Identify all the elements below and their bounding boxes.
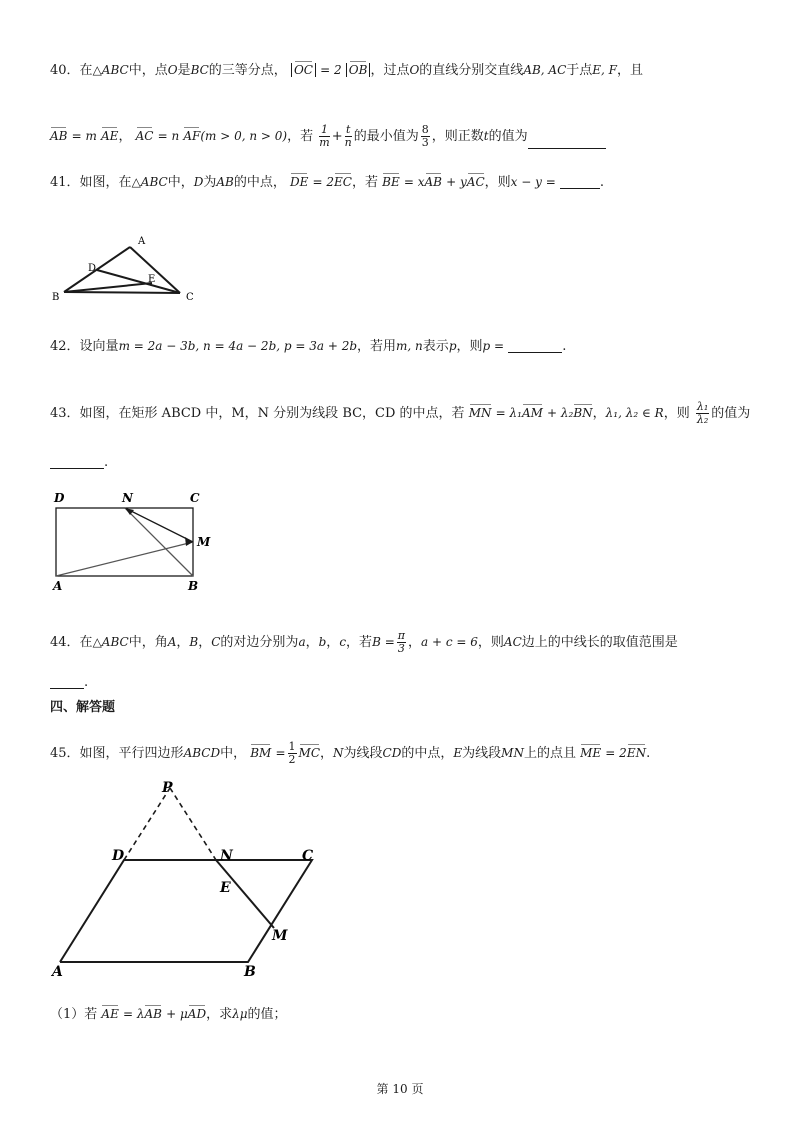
q44-text: 在 <box>79 635 93 651</box>
q45-number: 45． <box>50 746 80 762</box>
q43-vector-mn: MN <box>468 406 492 421</box>
q43-vector-am: AM <box>521 406 543 421</box>
q40-line1 <box>50 64 643 77</box>
q45-figure <box>50 780 330 980</box>
q40-line2 <box>50 124 606 149</box>
q40-text: ，过点 <box>370 63 410 78</box>
q41-equals-x: = x <box>403 175 425 189</box>
q41-answer-blank[interactable] <box>560 188 600 189</box>
fig43-label-b: B <box>188 579 199 593</box>
q40-equals-n: = n <box>157 129 180 144</box>
q45-period: . <box>646 746 651 762</box>
q44-b-equals: B = <box>372 635 395 650</box>
q40-triangle: △ABC <box>92 63 129 77</box>
q40-vector-ab: AB <box>50 129 68 144</box>
fig41-label-a: A <box>138 236 146 247</box>
q40-text: 的三等分点， <box>208 63 287 78</box>
q45-point-e: E <box>453 746 463 761</box>
fig45-label-b: B <box>244 964 256 980</box>
q45-segment-mn: MN <box>501 746 524 761</box>
q40-point-o: O <box>409 63 420 77</box>
q44-text: 中，角 <box>128 635 168 651</box>
q45-lambda-mu: λμ <box>232 1007 248 1021</box>
q41-vector-ab: AB <box>424 175 442 189</box>
q40-text: 的直线分别交直线 <box>419 63 524 78</box>
fig41-label-d: D <box>88 263 97 274</box>
q41-text: 的中点， <box>233 175 286 190</box>
q41-text: 如图，在 <box>79 175 132 190</box>
q40-vector-oc: OC <box>293 63 313 77</box>
q45-sub1-label: （1）若 <box>50 1007 98 1022</box>
q42-vector-definitions: m = 2a − 3b, n = 4a − 2b, p = 3a + 2b <box>118 339 358 353</box>
q45-text: 为线段 <box>462 746 502 762</box>
q44-text: 边上的中线长的取值范围是 <box>521 635 678 651</box>
q45-plus-mu: + μ <box>166 1007 188 1021</box>
q43-vector-bn: BN <box>573 406 593 421</box>
q45-equals: = <box>275 746 286 761</box>
q45-comma: ， <box>320 746 334 762</box>
q40-equals-m: = m <box>71 129 97 144</box>
q40-segment-bc: BC <box>190 63 209 77</box>
q44-angle-c: C <box>211 635 221 650</box>
q40-text: 在 <box>79 63 93 78</box>
q42-text: 设向量 <box>79 339 119 354</box>
q42-text: 表示 <box>422 339 449 354</box>
q44-line <box>50 630 678 655</box>
q40-point-o: O <box>167 63 178 77</box>
q40-text: 的最小值为 <box>353 129 419 145</box>
q40-text: 中，点 <box>128 63 168 78</box>
q45-equals-lambda: = λ <box>123 1007 145 1021</box>
q42-text: ，若用 <box>357 339 397 354</box>
q45-text: 上的点且 <box>523 746 576 762</box>
q41-text: 中， <box>167 175 194 190</box>
q45-text: ，求 <box>206 1007 233 1022</box>
q42-text: ，则 <box>456 339 483 354</box>
q41-line <box>50 176 604 189</box>
q43-number: 43． <box>50 406 80 422</box>
q40-number: 40． <box>50 63 80 78</box>
q44-period: . <box>84 675 89 690</box>
q45-text: 的中点， <box>401 746 454 762</box>
q45-vector-ad: AD <box>187 1007 207 1021</box>
q43-equals-lambda1: = λ₁ <box>495 406 522 421</box>
fig45-label-e: E <box>220 880 231 896</box>
section-title: 四、解答题 <box>50 700 116 715</box>
q40-text: ，若 <box>287 129 314 145</box>
q44-comma: ， <box>407 635 421 651</box>
q40-plus: + <box>331 129 343 145</box>
q45-text: 的值； <box>247 1007 287 1022</box>
q43-comma: ， <box>592 406 606 422</box>
q43-text: 的值为 <box>711 406 751 422</box>
fig43-label-d: D <box>54 491 65 505</box>
q40-text: 于点 <box>566 63 593 78</box>
q43-figure <box>50 490 220 593</box>
q44-comma: ， <box>305 635 319 651</box>
q45-vector-bm: BM <box>250 746 272 761</box>
q40-fraction-t-over-n: $\frac{t}{n}$ <box>344 123 352 150</box>
q44-number: 44． <box>50 635 80 651</box>
q41-triangle: △ABC <box>131 175 168 189</box>
q44-sum-condition: a + c = 6 <box>421 635 478 650</box>
q41-number: 41． <box>50 175 80 190</box>
q44-side-c: c <box>339 635 347 650</box>
q41-period: . <box>599 175 605 190</box>
q41-vector-be: BE <box>382 175 400 189</box>
q44-triangle: △ABC <box>92 635 129 650</box>
q40-fraction-1-over-m: $\frac{1}{m}$ <box>319 123 330 150</box>
q40-comma: ， <box>118 129 132 145</box>
q41-vector-ac: AC <box>466 175 485 189</box>
q45-text: 中， <box>220 746 247 762</box>
q41-vector-de: DE <box>289 175 309 189</box>
q43-period: . <box>104 455 109 470</box>
q41-vector-ec: EC <box>334 175 352 189</box>
q41-figure <box>50 230 200 305</box>
q43-answer-blank[interactable] <box>50 468 104 469</box>
fig41-label-b: B <box>52 292 60 303</box>
q40-equals-two: = 2 <box>320 63 342 77</box>
q45-vector-ae: AE <box>101 1007 119 1021</box>
q43-text: ，则 <box>663 406 690 422</box>
q40-text: ，且 <box>617 63 644 78</box>
q41-equals-two: = 2 <box>312 175 335 189</box>
q41-expression: x − y = <box>510 175 556 189</box>
q44-side-ac: AC <box>503 635 522 650</box>
fig41-label-e: E <box>148 274 156 285</box>
q44-text: 的对边分别为 <box>220 635 299 651</box>
q45-fraction-half: $\frac{1}{2}$ <box>288 740 296 767</box>
q43-fraction-lambda: $\frac{\text{λ₁}}{\text{λ₂}}$ <box>696 400 709 427</box>
q45-vector-mc: MC <box>298 746 321 761</box>
q40-answer-blank[interactable] <box>528 148 606 149</box>
fig45-label-n: N <box>220 848 233 864</box>
q43-answer-line <box>50 456 108 469</box>
q40-lines: AB, AC <box>523 63 567 77</box>
q45-text: 如图，平行四边形 <box>79 746 184 762</box>
q43-lambda-condition: λ₁, λ₂ ∈ R <box>605 406 664 421</box>
q42-line <box>50 340 566 353</box>
q44-text: ，则 <box>477 635 504 651</box>
q40-text: ，则正数 <box>431 129 484 145</box>
q41-segment-ab: AB <box>216 175 234 189</box>
q44-text: ，若 <box>346 635 373 651</box>
q41-text: 为 <box>203 175 217 190</box>
q42-answer-blank[interactable] <box>508 352 562 353</box>
fig45-label-c: C <box>302 848 314 864</box>
q45-vector-en: EN <box>626 746 647 761</box>
q44-side-a: a <box>298 635 306 650</box>
q40-text: 的值为 <box>488 129 528 145</box>
q45-parallelogram: ABCD <box>183 746 221 761</box>
q43-plus-lambda2: + λ₂ <box>547 406 574 421</box>
q45-vector-ab: AB <box>144 1007 162 1021</box>
q45-vector-me: ME <box>580 746 602 761</box>
q44-angle-b: B <box>189 635 199 650</box>
fig45-label-a: A <box>52 964 63 980</box>
fig43-label-n: N <box>122 491 133 505</box>
q44-angle-a: A <box>167 635 177 650</box>
q42-vector-p: p <box>448 339 457 353</box>
fig41-label-c: C <box>186 292 194 303</box>
fig45-label-p: P <box>162 780 173 796</box>
q42-number: 42． <box>50 339 80 354</box>
q40-vector-ac: AC <box>135 129 154 144</box>
q45-point-n: N <box>333 746 344 761</box>
page-number: 第 10 页 <box>376 1082 424 1096</box>
q40-variable-t: t <box>483 129 489 144</box>
q45-sub1 <box>50 1008 287 1021</box>
q40-condition: (m > 0, n > 0) <box>200 129 288 144</box>
q41-plus-y: + y <box>446 175 467 189</box>
q45-segment-cd: CD <box>382 746 402 761</box>
fig45-label-m: M <box>272 928 288 944</box>
q41-point-d: D <box>193 175 204 189</box>
q45-text: 为线段 <box>343 746 383 762</box>
q42-period: . <box>562 339 567 354</box>
fig43-label-m: M <box>197 535 211 549</box>
q40-vector-ob: OB <box>348 63 368 77</box>
q44-comma: ， <box>198 635 212 651</box>
q45-equals-two: = 2 <box>605 746 627 761</box>
q43-line <box>50 401 750 426</box>
q44-fraction-pi-over-3: $\frac{\pi}{3}$ <box>397 629 405 656</box>
q40-points-ef: E, F <box>592 63 618 77</box>
q40-text: 是 <box>177 63 191 78</box>
q44-side-b: b <box>318 635 327 650</box>
q44-comma: ， <box>326 635 340 651</box>
q41-text: ，则 <box>484 175 511 190</box>
q40-vector-ae: AE <box>101 129 119 144</box>
q43-text: 如图，在矩形 ABCD 中，M，N 分别为线段 BC，CD 的中点，若 <box>79 406 465 422</box>
q42-vectors-mn: m, n <box>396 339 423 353</box>
q42-expression: p = <box>482 339 505 353</box>
q40-fraction-8-over-3: $\frac{8}{3}$ <box>421 123 429 150</box>
q45-line <box>50 741 650 766</box>
q44-answer-line <box>50 676 88 689</box>
q44-comma: ， <box>176 635 190 651</box>
q40-vector-af: AF <box>183 129 201 144</box>
q44-answer-blank[interactable] <box>50 688 84 689</box>
fig43-label-a: A <box>53 579 63 593</box>
fig45-label-d: D <box>112 848 125 864</box>
fig43-label-c: C <box>190 491 200 505</box>
q41-text: ，若 <box>351 175 378 190</box>
